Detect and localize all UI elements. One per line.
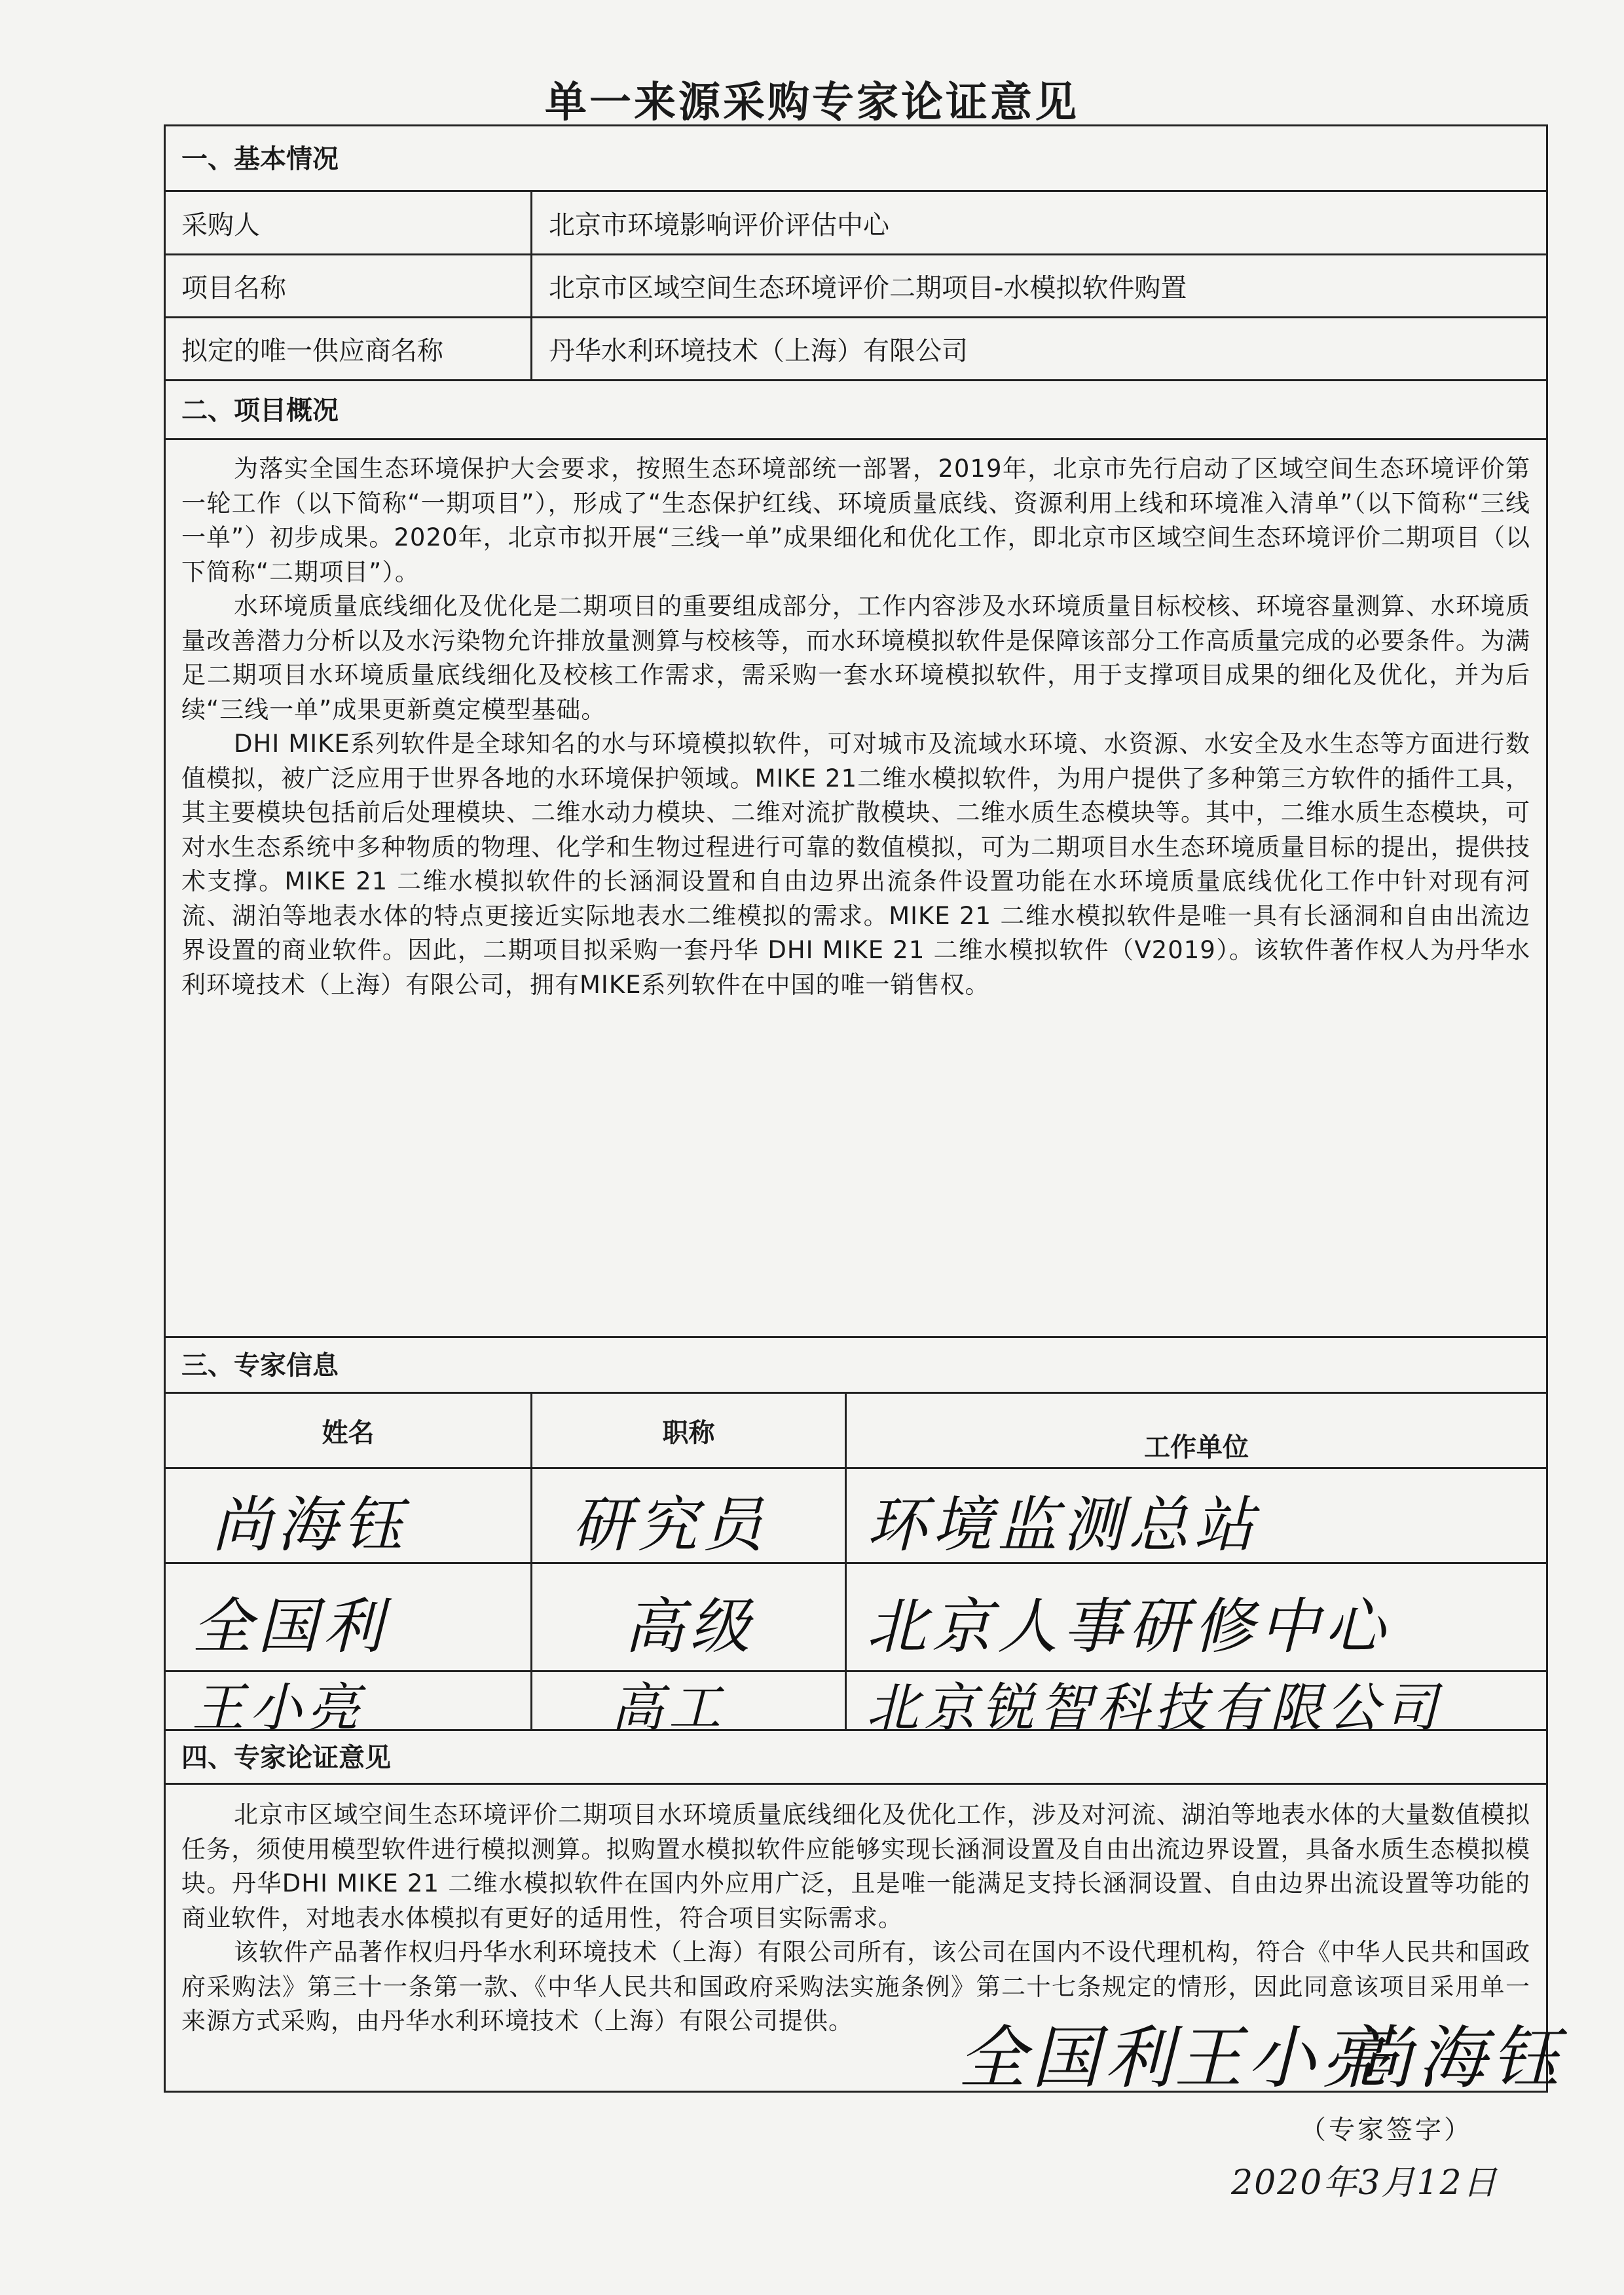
expert-3-name-signature: 王小亮	[192, 1677, 365, 1738]
overview-paragraph-3: DHI MIKE系列软件是全球知名的水与环境模拟软件，可对城市及流域水环境、水资源、水安全及水生态等方面进行数值模拟，被广泛应用于世界各地的水环境保护领域。MIKE 21二维水模拟软件，为用户提供了多种第三方软件的插件工具，其主要模块包括前后处理模块、二维水动力模块、二维对流扩散模块、二维水质生态模块等。其中，二维水质生态模块，可对水生态系统中多种物质的物理、化学和生物过程进行可靠的数值模拟，可为二期项目水生态环境质量目标的提出，提供技术支撑。MIKE 21 二维水模拟软件的长涵洞设置和自由边界出流条件设置功能在水环境质量底线优化工作中针对现有河流、湖泊等地表水体的特点更接近实际地表水二维模拟的需求。MIKE 21 二维水模拟软件是唯一具有长涵洞和自由出流边界设置的商业软件。因此，二期项目拟采购一套丹华 DHI MIKE 21 二维水模拟软件（V2019）。该软件著作权人为丹华水利环境技术（上海）有限公司，拥有MIKE系列软件在中国的唯一销售权。	[181, 730, 1530, 999]
footer-signature-2: 王小亮	[1174, 2018, 1395, 2098]
expert-1-unit-cell	[847, 1469, 1546, 1562]
section3-heading: 三、专家信息	[181, 1351, 339, 1381]
section2-header	[166, 381, 1546, 440]
col-name-header	[166, 1394, 532, 1467]
info-row-supplier	[166, 318, 1546, 381]
project-name-value: 北京市区域空间生态环境评价二期项目-水模拟软件购置	[549, 273, 1187, 303]
col-unit-label: 工作单位	[1144, 1432, 1249, 1463]
project-name-label: 项目名称	[166, 255, 532, 316]
expert-row-3	[166, 1672, 1546, 1738]
expert-2-name-signature: 全国利	[192, 1592, 389, 1662]
info-row-project-name	[166, 255, 1546, 318]
expert-1-title-cell	[532, 1469, 847, 1562]
purchaser-value: 北京市环境影响评价评估中心	[549, 210, 889, 240]
expert-3-title-handwritten: 高工	[611, 1677, 726, 1738]
opinion-paragraph-1: 北京市区域空间生态环境评价二期项目水环境质量底线细化及优化工作，涉及对河流、湖泊等地表水体的大量数值模拟任务，须使用模型软件进行模拟测算。拟购置水模拟软件应能够实现长涵洞设置及自由出流边界设置，具备水质生态模拟模块。丹华DHI MIKE 21 二维水模拟软件在国内外应用广泛，且是唯一能满足支持长涵洞设置、自由边界出流设置等功能的商业软件，对地表水体模拟有更好的适用性，符合项目实际需求。	[181, 1801, 1530, 1932]
expert-2-unit-handwritten: 北京人事研修中心	[866, 1592, 1391, 1662]
expert-2-title-handwritten: 高级	[624, 1592, 756, 1662]
opinion-paragraph-2: 该软件产品著作权归丹华水利环境技术（上海）有限公司所有，该公司在国内不设代理机构，符合《中华人民共和国政府采购法》第三十一条第一款、《中华人民共和国政府采购法实施条例》第二十七条规定的情形，因此同意该项目采用单一来源方式采购，由丹华水利环境技术（上海）有限公司提供。	[181, 1938, 1530, 2035]
expert-1-unit-handwritten: 环境监测总站	[866, 1490, 1260, 1560]
supplier-label: 拟定的唯一供应商名称	[166, 318, 532, 379]
expert-3-title-cell	[532, 1672, 847, 1738]
overview-paragraph-1: 为落实全国生态环境保护大会要求，按照生态环境部统一部署，2019年，北京市先行启动了区域空间生态环境评价第一轮工作（以下简称“一期项目”），形成了“生态保护红线、环境质量底线、资源利用上线和环境准入清单”（以下简称“三线一单”）初步成果。2020年，北京市拟开展“三线一单”成果细化和优化工作，即北京市区域空间生态环境评价二期项目（以下简称“二期项目”）。	[181, 455, 1530, 586]
expert-3-unit-cell	[847, 1672, 1546, 1738]
overview-paragraph-2: 水环境质量底线细化及优化是二期项目的重要组成部分，工作内容涉及水环境质量目标校核、环境容量测算、水环境质量改善潜力分析以及水污染物允许排放量测算与校核等，而水环境模拟软件是保障该部分工作高质量完成的必要条件。为满足二期项目水环境质量底线细化及校核工作需求，需采购一套水环境模拟软件，用于支撑项目成果的细化及优化，并为后续“三线一单”成果更新奠定模型基础。	[181, 592, 1530, 724]
section2-heading: 二、项目概况	[181, 396, 339, 426]
info-row-purchaser	[166, 192, 1546, 255]
section1-header	[166, 126, 1546, 192]
footer-signature-3: 尚海钰	[1344, 2018, 1565, 2098]
expert-1-name-signature: 尚海钰	[212, 1490, 409, 1560]
expert-row-2	[166, 1564, 1546, 1672]
expert-2-name-cell	[166, 1564, 532, 1670]
footer-signature-1: 全国利	[958, 2018, 1179, 2098]
expert-row-1	[166, 1469, 1546, 1564]
section4-header	[166, 1731, 1546, 1785]
document-title: 单一来源采购专家论证意见	[545, 79, 1079, 127]
purchaser-label: 采购人	[166, 192, 532, 253]
section4-heading: 四、专家论证意见	[181, 1743, 391, 1773]
col-unit-header	[847, 1394, 1546, 1467]
supplier-value: 丹华水利环境技术（上海）有限公司	[549, 336, 968, 366]
section3-header	[166, 1338, 1546, 1394]
signing-date: 2020年3月12日	[1231, 2163, 1498, 2203]
expert-3-name-cell	[166, 1672, 532, 1738]
expert-1-title-handwritten: 研究员	[572, 1490, 769, 1560]
signature-caption: （专家签字）	[1300, 2115, 1473, 2145]
expert-2-title-cell	[532, 1564, 847, 1670]
section2-text	[181, 452, 1530, 1002]
expert-2-unit-cell	[847, 1564, 1546, 1670]
form-frame	[164, 124, 1565, 2098]
expert-3-unit-handwritten: 北京锐智科技有限公司	[866, 1677, 1443, 1738]
expert-1-name-cell	[166, 1469, 532, 1562]
expert-table-header	[166, 1394, 1546, 1469]
section1-heading: 一、基本情况	[181, 144, 339, 174]
section2-body	[166, 440, 1546, 1338]
col-title-label: 职称	[662, 1418, 715, 1448]
col-name-label: 姓名	[322, 1418, 375, 1448]
col-title-header	[532, 1394, 847, 1467]
